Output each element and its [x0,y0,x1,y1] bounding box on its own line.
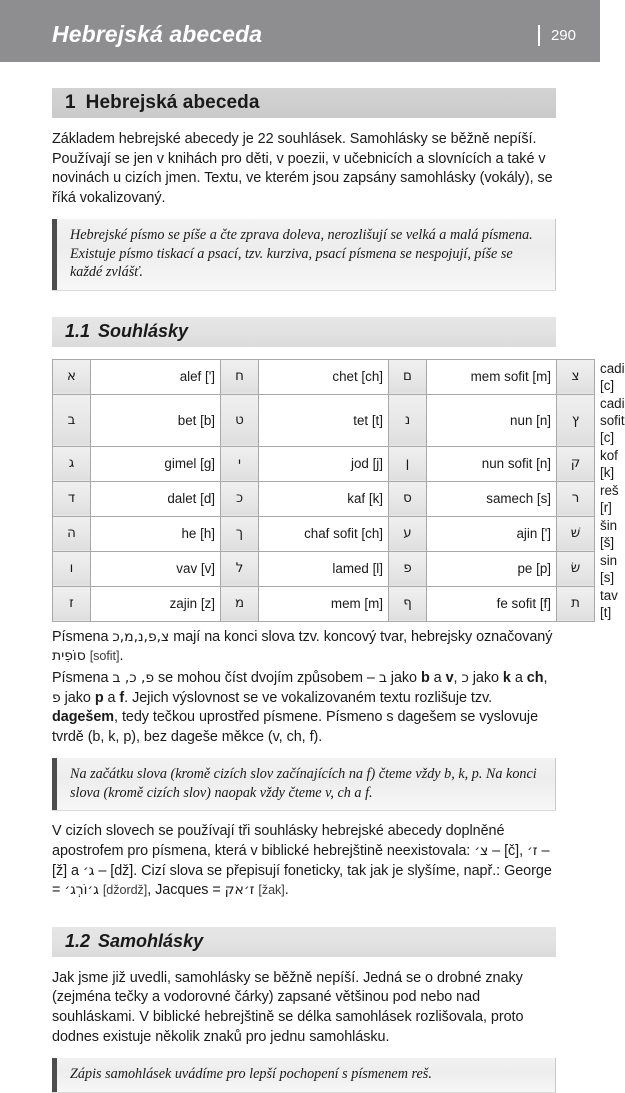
bgdkft-t8: , [543,670,548,687]
letter-name-cell: nun sofit [n] [427,446,557,481]
letter-name-cell: mem [m] [259,586,389,621]
foreign-t4: – [dž]. Cizí slova se přepisují foneticky, tak jak je slyšíme, např.: George = [52,862,552,899]
section-1-2-title: Samohlásky [98,931,204,952]
foreign-tr4: [džordž] [102,883,148,898]
page-title: Hebrejská abeceda [52,20,263,47]
bgdkft-t11: . Jejich výslovnost se ve vokalizovaném textu rozlišuje tzv. [124,689,493,706]
letter-name-cell: pe [p] [427,551,557,586]
table-row: ב bet [b] ט tet [t] נ nun [n] ץ cadi sofit [c] [53,394,595,446]
running-header [0,0,600,62]
hebrew-alphabet-table [52,359,625,622]
foreign-h3: ג׳ [82,862,95,879]
letter-name-cell: jod [j] [259,446,389,481]
sofit-hebrew-list: צ,פ,נ,מ,כ [112,628,170,645]
bgdkft-b7: dagešem [52,709,115,726]
hebrew-letter-cell: ק [557,446,595,481]
letter-name-cell: he [h] [91,516,221,551]
bgdkft-b1: b [420,670,430,687]
note-box-pronunciation-rule [52,758,556,811]
bgdkft-t12: , tedy tečkou uprostřed písmene. Písmeno s dagešem se vyslovuje tvrdě (b, k, p), bez dageše měkce (v, ch, f). [52,709,539,745]
foreign-h1: צ׳ [474,843,489,860]
note-box-text: Na začátku slova (kromě cizích slov začínajících na f) čteme vždy b, k, p. Na konci slova (kromě cizích slov) naopak vždy čteme v, ch a f. [70,766,537,801]
bgdkft-h4: פ [52,689,61,706]
letter-name-cell: kaf [k] [259,481,389,516]
bgdkft-b4: ch [526,670,544,687]
hebrew-letter-cell: ט [221,394,259,446]
hebrew-letter-cell: ך [221,516,259,551]
section-1-number: 1 [65,92,76,113]
bgdkft-t3: jako [386,670,421,687]
foreign-h2: ז׳ [527,843,538,860]
paragraph-final-forms [52,628,556,667]
hebrew-letter-cell: ר [557,481,595,516]
section-heading-1 [52,88,556,118]
letter-name-cell: vav [v] [91,551,221,586]
bgdkft-t9: jako [60,689,95,706]
bgdkft-t7: a [510,670,527,687]
intro-paragraph: Základem hebrejské abecedy je 22 souhlásek. Samohlásky se běžně nepíší. Používají se jen v knihách pro děti, v poezii, v učebnicích a slovnících a také v novinách u cizích jmen. Textu, ve kterém jsou zapsány samohlásky (vokály), se říká vokalizovaný. [52,131,553,206]
bgdkft-h2: ב [378,670,387,687]
hebrew-letter-cell: ח [221,359,259,394]
hebrew-letter-cell: שׂ [557,551,595,586]
letter-name-cell: tet [t] [259,394,389,446]
bgdkft-t5: , [453,670,462,687]
section-heading-1-1 [52,317,556,347]
letter-name-cell: bet [b] [91,394,221,446]
hebrew-letter-cell: ל [221,551,259,586]
bgdkft-t1: Písmena [52,670,113,687]
page-number: 290 [550,26,576,44]
sofit-hebrew-word: סוֹפִית [52,648,86,665]
table-row: ו vav [v] ל lamed [l] פ pe [p] שׂ sin [s] [53,551,595,586]
letter-name-cell: ajin ['] [427,516,557,551]
note-box-text: Hebrejské písmo se píše a čte zprava doleva, nerozlišují se velká a malá písmena. Existuje písmo tiskací a psací, tzv. kurziva, psací písmena se nespojují, píše se každé zvlášť. [70,227,533,281]
letter-name-cell: dalet [d] [91,481,221,516]
bgdkft-b2: v [445,670,454,687]
hebrew-letter-cell: ס [389,481,427,516]
bgdkft-t6: jako [468,670,503,687]
foreign-t3: – [ž] a [52,843,550,879]
note-box-writing-direction [52,219,556,291]
hebrew-letter-cell: ץ [557,394,595,446]
letter-name-cell: samech [s] [427,481,557,516]
hebrew-letter-cell: ת [557,586,595,621]
hebrew-letter-cell: צ [557,359,595,394]
bgdkft-b6: f [119,689,125,706]
hebrew-letter-cell: כ [221,481,259,516]
paragraph-foreign-words [52,822,556,900]
hebrew-letter-cell: ם [389,359,427,394]
hebrew-letter-cell: שׁ [557,516,595,551]
hebrew-letter-cell: ג [53,446,91,481]
bgdkft-t2: se mohou číst dvojím způsobem – [154,670,379,687]
letter-name-cell: nun [n] [427,394,557,446]
hebrew-letter-cell: י [221,446,259,481]
table-row: ז zajin [z] מ mem [m] ף fe sofit [f] ת tav [t] [53,586,595,621]
table-row: ג gimel [g] י jod [j] ן nun sofit [n] ק kof [k] [53,446,595,481]
bgdkft-b5: p [94,689,104,706]
section-1-1-title: Souhlásky [98,321,189,342]
letter-name-cell: mem sofit [m] [427,359,557,394]
letter-name-cell: gimel [g] [91,446,221,481]
foreign-tr5: [žak] [258,883,285,898]
letter-name-cell: zajin [z] [91,586,221,621]
letter-name-cell: chet [ch] [259,359,389,394]
alphabet-table-body [53,359,625,621]
hebrew-letter-cell: א [53,359,91,394]
foreign-t5: , Jacques = [147,882,225,899]
bgdkft-h1: פ, כ, ב [112,670,155,687]
hebrew-letter-cell: ף [389,586,427,621]
bgdkft-t10: a [103,689,120,706]
header-divider-rule [538,25,540,46]
letter-name-cell: fe sofit [f] [427,586,557,621]
hebrew-letter-cell: ו [53,551,91,586]
note-box-text: Zápis samohlásek uvádíme pro lepší pochopení s písmenem reš. [70,1066,432,1083]
bgdkft-t4: a [429,670,446,687]
page-content [0,88,625,1093]
hebrew-letter-cell: נ [389,394,427,446]
table-row: ד dalet [d] כ kaf [k] ס samech [s] ר reš [r] [53,481,595,516]
hebrew-letter-cell: ז [53,586,91,621]
header-page-area [538,17,576,46]
foreign-t1: V cizích slovech se používají tři souhlásky hebrejské abecedy doplněné apostrofem pro písmena, která v biblické hebrejštině neexistovala: [52,823,505,860]
section-heading-1-2 [52,927,556,957]
section-1-1-number: 1.1 [65,321,91,342]
sofit-text-2: mají na konci slova tzv. koncový tvar, hebrejsky označovaný [169,628,553,645]
hebrew-letter-cell: ב [53,394,91,446]
paragraph-begedkefet [52,669,556,747]
table-row: א alef ['] ח chet [ch] ם mem sofit [m] צ cadi [c] [53,359,595,394]
hebrew-letter-cell: פ [389,551,427,586]
letter-name-cell: chaf sofit [ch] [259,516,389,551]
sofit-transcription: [sofit] [89,649,120,664]
sofit-text-1: Písmena [52,628,113,645]
hebrew-letter-cell: ד [53,481,91,516]
foreign-h4: ג׳וֹרְג׳ [64,882,99,899]
section-1-2-number: 1.2 [65,931,91,952]
foreign-t6: . [284,882,289,899]
section-1-title: Hebrejská abeceda [85,92,260,113]
note-box-vowel-examples [52,1058,556,1093]
paragraph-vowels: Jak jsme již uvedli, samohlásky se běžně nepíší. Jedná se o drobné znaky (zejména tečky a vodorovné čárky) zapsané většinou pod nebo nad souhláskami. V biblické hebrejštině se délka samohlásek rozlišovala, proto dodnes existuje několik znaků pro jednu samohlásku. [52,969,524,1045]
table-row: ה he [h] ך chaf sofit [ch] ע ajin ['] שׁ šin [š] [53,516,595,551]
hebrew-letter-cell: ה [53,516,91,551]
letter-name-cell: lamed [l] [259,551,389,586]
foreign-h5: ז׳אק [224,882,255,899]
hebrew-letter-cell: ע [389,516,427,551]
letter-name-cell: alef ['] [91,359,221,394]
bgdkft-b3: k [502,670,511,687]
sofit-text-3: . [119,648,124,665]
hebrew-letter-cell: ן [389,446,427,481]
hebrew-letter-cell: מ [221,586,259,621]
bgdkft-h3: כ [461,670,469,687]
foreign-t2: – [č], [488,843,528,860]
